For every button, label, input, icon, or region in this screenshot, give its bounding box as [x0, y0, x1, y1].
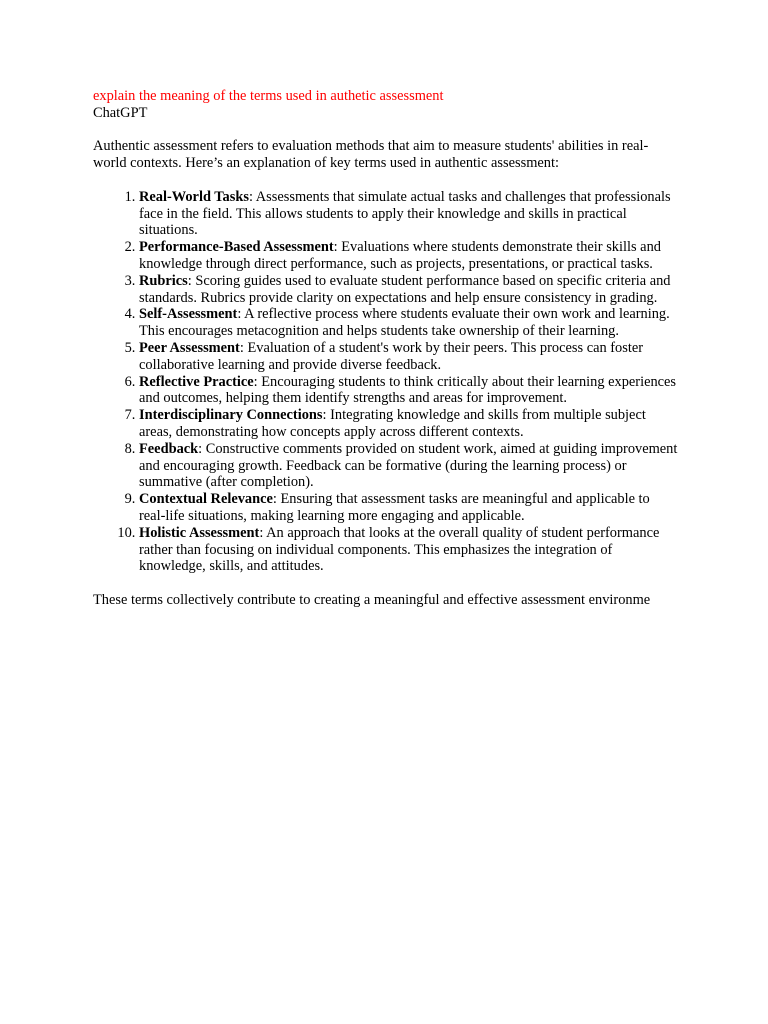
list-item — [139, 374, 678, 408]
list-item — [139, 189, 678, 239]
term-name: Reflective Practice — [139, 373, 254, 390]
list-item — [139, 491, 678, 525]
list-item — [139, 340, 678, 374]
term-definition: : Constructive comments provided on student work, aimed at guiding improvement and encouraging growth. Feedback can be formative (during the learning process) or summative (after completion). — [139, 440, 678, 491]
list-item — [139, 525, 678, 575]
term-definition: : Ensuring that assessment tasks are meaningful and applicable to real-life situations, making learning more engaging and applicable. — [139, 491, 650, 524]
term-definition: : Scoring guides used to evaluate student performance based on specific criteria and standards. Rubrics provide clarity on expectations and help ensure consistency in grading. — [139, 272, 671, 306]
term-definition: : A reflective process where students evaluate their own work and learning. This encourages metacognition and helps students take ownership of their learning. — [139, 306, 670, 340]
list-item — [139, 407, 678, 441]
term-name: Interdisciplinary Connections — [139, 407, 323, 424]
term-name: Performance-Based Assessment — [139, 239, 334, 256]
term-name: Contextual Relevance — [139, 491, 273, 508]
list-item — [139, 239, 678, 273]
closing-paragraph: These terms collectively contribute to creating a meaningful and effective assessment environme — [93, 591, 651, 608]
term-definition: : An approach that looks at the overall quality of student performance rather than focusing on individual components. This emphasizes the integration of knowledge, skills, and attitudes. — [139, 524, 660, 575]
term-name: Peer Assessment — [139, 339, 240, 356]
term-name: Holistic Assessment — [139, 524, 260, 541]
question-text: explain the meaning of the terms used in authetic assessment — [93, 88, 444, 104]
terms-list — [93, 189, 678, 575]
list-item — [139, 441, 678, 491]
term-name: Feedback — [139, 440, 199, 457]
term-name: Self-Assessment — [139, 306, 238, 323]
term-definition: : Encouraging students to think critically about their learning experiences and outcomes, helping them identify strengths and areas for improvement. — [139, 373, 677, 407]
term-definition: : Integrating knowledge and skills from multiple subject areas, demonstrating how concepts apply across different contexts. — [139, 407, 646, 440]
intro-paragraph: Authentic assessment refers to evaluation methods that aim to measure students' abilities in real-world contexts. Here’s an explanation of key terms used in authentic assessment: — [93, 138, 649, 172]
term-name: Real-World Tasks — [139, 188, 249, 205]
term-definition: : Evaluations where students demonstrate their skills and knowledge through direct performance, such as projects, presentations, or practical tasks. — [139, 239, 661, 272]
list-item — [139, 273, 678, 307]
document-page — [93, 88, 678, 609]
term-name: Rubrics — [139, 272, 188, 289]
term-definition: : Assessments that simulate actual tasks and challenges that professionals face in the field. This allows students to apply their knowledge and skills in practical situations. — [139, 188, 671, 239]
term-definition: : Evaluation of a student's work by their peers. This process can foster collaborative learning and provide diverse feedback. — [139, 339, 644, 373]
speaker-label: ChatGPT — [93, 104, 148, 121]
list-item — [139, 306, 678, 340]
